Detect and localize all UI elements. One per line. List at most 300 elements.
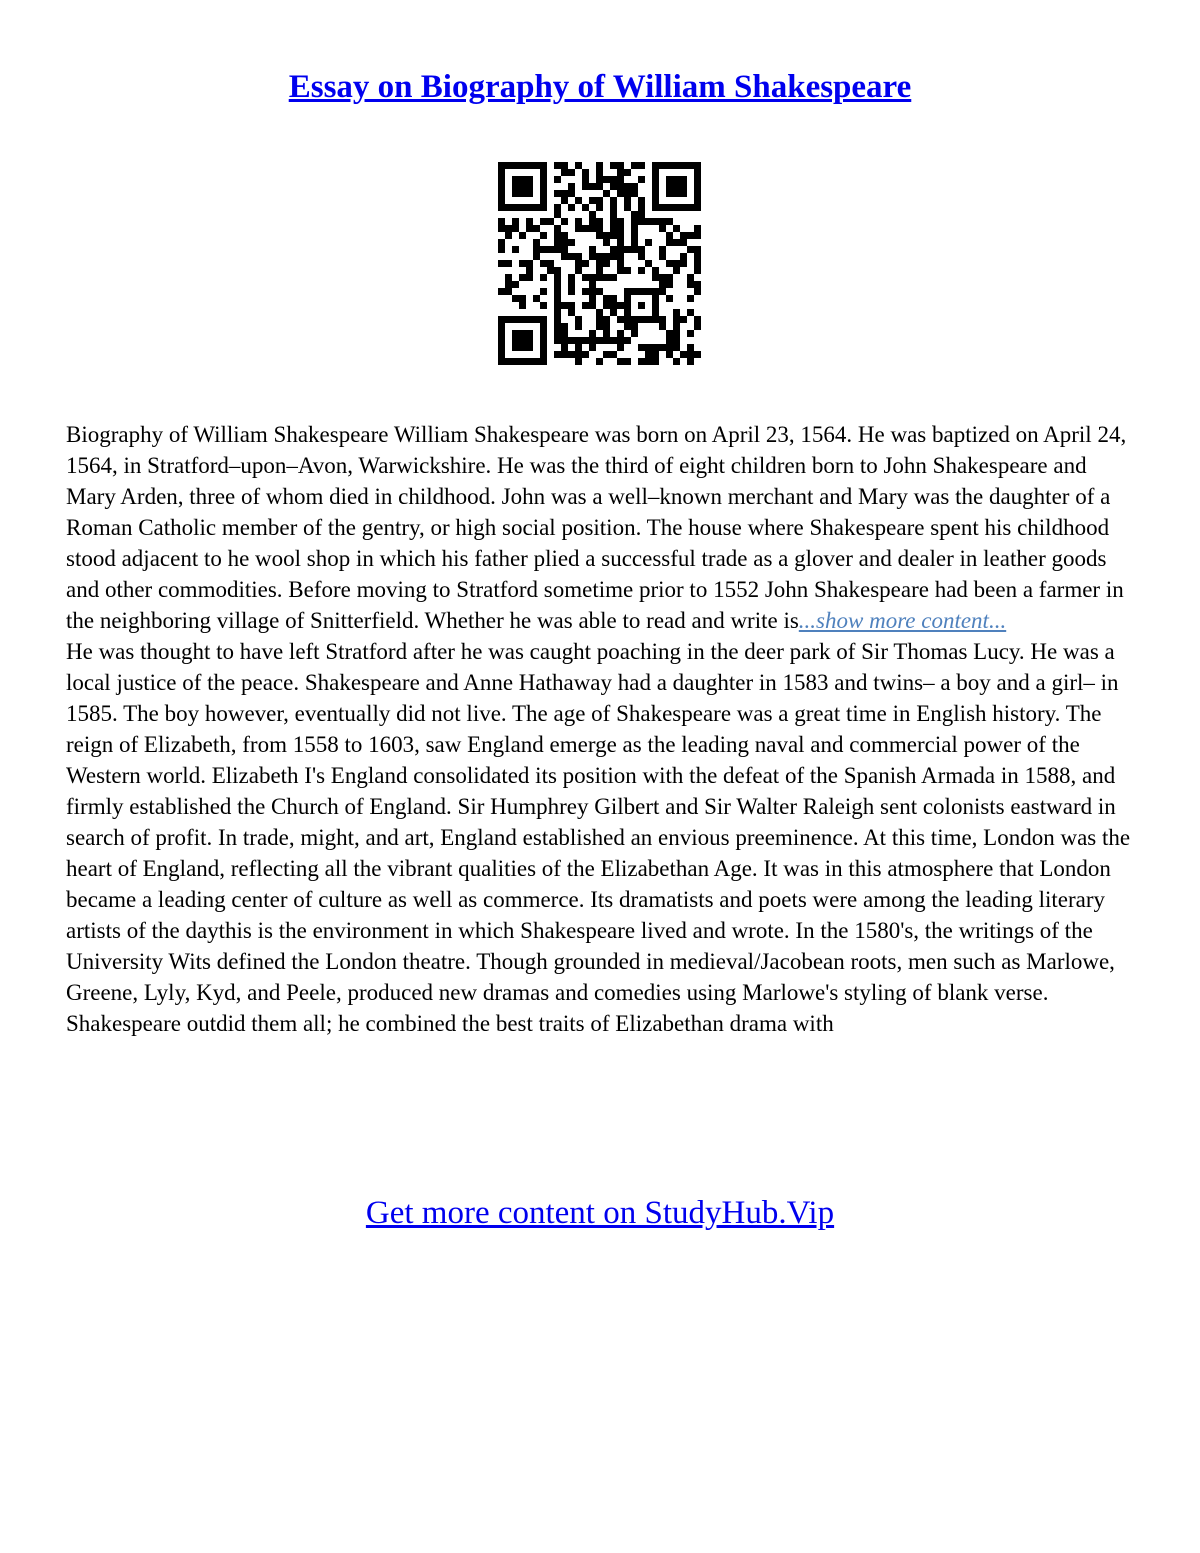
qr-module xyxy=(533,253,540,260)
qr-module xyxy=(673,309,680,316)
qr-module xyxy=(582,176,589,183)
qr-module xyxy=(624,358,631,365)
qr-module xyxy=(561,218,568,225)
qr-module xyxy=(540,260,547,267)
qr-module xyxy=(575,351,582,358)
qr-module xyxy=(554,225,561,232)
qr-module xyxy=(624,295,631,302)
qr-module xyxy=(512,225,519,232)
qr-module xyxy=(554,246,561,253)
qr-module xyxy=(666,183,673,190)
qr-module xyxy=(526,267,533,274)
qr-module xyxy=(694,288,701,295)
qr-module xyxy=(610,197,617,204)
qr-module xyxy=(519,162,526,169)
qr-module xyxy=(568,204,575,211)
qr-module xyxy=(666,218,673,225)
qr-module xyxy=(596,337,603,344)
qr-module xyxy=(631,232,638,239)
qr-module xyxy=(624,204,631,211)
qr-module xyxy=(617,239,624,246)
qr-module xyxy=(659,274,666,281)
qr-module xyxy=(694,232,701,239)
qr-module xyxy=(694,351,701,358)
qr-module xyxy=(554,176,561,183)
qr-module xyxy=(540,337,547,344)
qr-module xyxy=(540,344,547,351)
qr-module xyxy=(498,218,505,225)
qr-module xyxy=(498,246,505,253)
qr-module xyxy=(561,239,568,246)
qr-module xyxy=(575,218,582,225)
qr-module xyxy=(687,330,694,337)
qr-module xyxy=(533,225,540,232)
qr-module xyxy=(498,162,505,169)
qr-module xyxy=(519,183,526,190)
qr-module xyxy=(575,323,582,330)
qr-module xyxy=(589,330,596,337)
qr-module xyxy=(596,169,603,176)
qr-module xyxy=(512,176,519,183)
footer xyxy=(0,1192,1200,1234)
qr-module xyxy=(519,232,526,239)
qr-module xyxy=(610,183,617,190)
qr-module xyxy=(519,295,526,302)
qr-module xyxy=(617,225,624,232)
qr-module xyxy=(554,288,561,295)
qr-module xyxy=(554,302,561,309)
qr-module xyxy=(512,218,519,225)
qr-module xyxy=(666,337,673,344)
qr-module xyxy=(512,204,519,211)
qr-module xyxy=(589,218,596,225)
qr-module xyxy=(624,267,631,274)
qr-module xyxy=(568,239,575,246)
qr-module xyxy=(561,162,568,169)
qr-module xyxy=(568,169,575,176)
qr-module xyxy=(589,225,596,232)
qr-module xyxy=(498,316,505,323)
qr-module xyxy=(575,316,582,323)
qr-module xyxy=(512,344,519,351)
qr-module xyxy=(603,260,610,267)
qr-module xyxy=(638,162,645,169)
qr-module xyxy=(519,274,526,281)
qr-module xyxy=(659,218,666,225)
qr-module xyxy=(505,232,512,239)
qr-module xyxy=(498,288,505,295)
qr-module xyxy=(554,316,561,323)
qr-module xyxy=(561,323,568,330)
qr-module xyxy=(561,197,568,204)
qr-module xyxy=(582,337,589,344)
qr-module xyxy=(512,337,519,344)
qr-module xyxy=(547,246,554,253)
qr-module xyxy=(526,274,533,281)
qr-module xyxy=(505,316,512,323)
qr-module xyxy=(666,204,673,211)
qr-module xyxy=(512,330,519,337)
show-more-link[interactable]: ...show more content... xyxy=(798,608,1007,633)
qr-module xyxy=(624,288,631,295)
qr-module xyxy=(512,162,519,169)
qr-module xyxy=(652,344,659,351)
qr-module xyxy=(505,204,512,211)
qr-module xyxy=(554,239,561,246)
qr-module xyxy=(533,204,540,211)
qr-module xyxy=(631,190,638,197)
qr-module xyxy=(526,183,533,190)
qr-module xyxy=(582,225,589,232)
qr-module xyxy=(519,330,526,337)
qr-module xyxy=(505,225,512,232)
qr-module xyxy=(617,267,624,274)
qr-module xyxy=(687,281,694,288)
qr-module xyxy=(624,169,631,176)
qr-module xyxy=(554,162,561,169)
qr-module xyxy=(694,225,701,232)
qr-module xyxy=(519,204,526,211)
qr-module xyxy=(652,316,659,323)
qr-module xyxy=(498,330,505,337)
qr-module xyxy=(603,323,610,330)
qr-module xyxy=(617,232,624,239)
qr-module xyxy=(694,169,701,176)
qr-module xyxy=(561,253,568,260)
qr-module xyxy=(589,281,596,288)
qr-module xyxy=(596,260,603,267)
qr-module xyxy=(582,183,589,190)
qr-module xyxy=(575,358,582,365)
qr-module xyxy=(673,323,680,330)
qr-module xyxy=(610,225,617,232)
qr-module xyxy=(519,358,526,365)
qr-module xyxy=(638,344,645,351)
qr-module xyxy=(652,169,659,176)
qr-module xyxy=(680,260,687,267)
qr-module xyxy=(582,169,589,176)
qr-module xyxy=(638,176,645,183)
qr-module xyxy=(666,232,673,239)
qr-module xyxy=(680,190,687,197)
qr-module xyxy=(575,253,582,260)
qr-module xyxy=(596,358,603,365)
qr-module xyxy=(568,337,575,344)
qr-module xyxy=(519,302,526,309)
qr-module xyxy=(694,162,701,169)
qr-module xyxy=(519,337,526,344)
qr-module xyxy=(610,302,617,309)
qr-module xyxy=(554,351,561,358)
qr-module xyxy=(526,162,533,169)
qr-module xyxy=(694,253,701,260)
qr-module xyxy=(498,344,505,351)
qr-module xyxy=(617,337,624,344)
qr-module xyxy=(624,309,631,316)
qr-module xyxy=(638,358,645,365)
qr-code-icon xyxy=(498,162,701,365)
qr-module xyxy=(582,351,589,358)
qr-module xyxy=(610,204,617,211)
qr-module xyxy=(673,358,680,365)
qr-module xyxy=(603,351,610,358)
qr-module xyxy=(610,176,617,183)
qr-module xyxy=(519,344,526,351)
qr-module xyxy=(498,225,505,232)
qr-module xyxy=(638,204,645,211)
qr-module xyxy=(512,358,519,365)
qr-module xyxy=(568,288,575,295)
qr-module xyxy=(596,253,603,260)
qr-module xyxy=(540,302,547,309)
qr-module xyxy=(540,358,547,365)
qr-module xyxy=(603,302,610,309)
qr-module xyxy=(568,190,575,197)
qr-module xyxy=(659,253,666,260)
qr-module xyxy=(687,295,694,302)
qr-module xyxy=(498,337,505,344)
qr-module xyxy=(596,225,603,232)
qr-module xyxy=(624,323,631,330)
footer-link[interactable]: Get more content on StudyHub.Vip xyxy=(365,1195,835,1231)
qr-module xyxy=(498,323,505,330)
qr-module xyxy=(589,274,596,281)
qr-module xyxy=(575,344,582,351)
qr-module xyxy=(638,302,645,309)
qr-module xyxy=(512,190,519,197)
qr-module xyxy=(540,197,547,204)
qr-module xyxy=(603,295,610,302)
qr-module xyxy=(540,218,547,225)
qr-module xyxy=(666,351,673,358)
qr-module xyxy=(540,183,547,190)
qr-module xyxy=(512,183,519,190)
qr-module xyxy=(666,260,673,267)
qr-module xyxy=(638,267,645,274)
qr-module xyxy=(596,176,603,183)
qr-module xyxy=(533,358,540,365)
qr-module xyxy=(554,232,561,239)
qr-module xyxy=(680,204,687,211)
qr-module xyxy=(596,232,603,239)
qr-module xyxy=(659,162,666,169)
qr-module xyxy=(624,190,631,197)
qr-module xyxy=(540,232,547,239)
qr-module xyxy=(582,204,589,211)
qr-module xyxy=(554,323,561,330)
qr-module xyxy=(680,316,687,323)
qr-module xyxy=(561,351,568,358)
qr-module xyxy=(694,246,701,253)
qr-module xyxy=(617,183,624,190)
qr-module xyxy=(519,190,526,197)
qr-module xyxy=(526,337,533,344)
qr-module xyxy=(533,162,540,169)
qr-module xyxy=(652,197,659,204)
qr-module xyxy=(526,316,533,323)
qr-module xyxy=(631,162,638,169)
qr-module xyxy=(645,358,652,365)
qr-module xyxy=(498,197,505,204)
qr-module xyxy=(596,204,603,211)
qr-module xyxy=(666,162,673,169)
qr-module xyxy=(673,260,680,267)
qr-module xyxy=(631,239,638,246)
qr-module xyxy=(526,204,533,211)
qr-module xyxy=(687,162,694,169)
qr-module xyxy=(526,260,533,267)
qr-module xyxy=(652,176,659,183)
qr-module xyxy=(540,351,547,358)
qr-module xyxy=(638,218,645,225)
qr-module xyxy=(568,281,575,288)
qr-module xyxy=(589,253,596,260)
qr-module xyxy=(554,190,561,197)
qr-module xyxy=(512,246,519,253)
qr-module xyxy=(631,330,638,337)
qr-module xyxy=(631,323,638,330)
qr-module xyxy=(631,218,638,225)
qr-module xyxy=(540,330,547,337)
qr-module xyxy=(617,162,624,169)
qr-module xyxy=(645,260,652,267)
qr-module xyxy=(652,351,659,358)
qr-module xyxy=(589,246,596,253)
qr-module xyxy=(659,344,666,351)
qr-module xyxy=(526,218,533,225)
qr-module xyxy=(526,190,533,197)
qr-module xyxy=(617,330,624,337)
qr-module xyxy=(603,239,610,246)
qr-module xyxy=(673,316,680,323)
qr-module xyxy=(694,204,701,211)
qr-module xyxy=(519,260,526,267)
qr-module xyxy=(596,309,603,316)
qr-module xyxy=(673,162,680,169)
qr-module xyxy=(694,176,701,183)
qr-module xyxy=(645,316,652,323)
qr-module xyxy=(652,309,659,316)
qr-module xyxy=(512,281,519,288)
qr-module xyxy=(687,246,694,253)
paragraph-1-text: Biography of William Shakespeare William Shakespeare was born on April 23, 1564. He was baptized on April 24, 1564, in Stratford–upon–Avon, Warwickshire. He was the third of eight children born to John Shakespeare and Mary Arden, three of whom died in childhood. John was a well–known merchant and Mary was the daughter of a Roman Catholic member of the gentry, or high social position. The house where Shakespeare spent his childhood stood adjacent to he wool shop in which his father plied a successful trade as a glover and dealer in leather goods and other commodities. Before moving to Stratford sometime prior to 1552 John Shakespeare had been a farmer in the neighboring village of Snitterfield. Whether he was able to read and write is xyxy=(66,422,1127,633)
qr-module xyxy=(638,211,645,218)
qr-module xyxy=(638,253,645,260)
qr-module xyxy=(624,337,631,344)
qr-module xyxy=(575,197,582,204)
qr-module xyxy=(505,281,512,288)
qr-module xyxy=(589,288,596,295)
qr-module xyxy=(624,246,631,253)
qr-module xyxy=(540,288,547,295)
qr-module xyxy=(645,239,652,246)
qr-module xyxy=(610,218,617,225)
qr-module xyxy=(631,316,638,323)
qr-module xyxy=(666,239,673,246)
qr-module xyxy=(505,274,512,281)
qr-module xyxy=(561,337,568,344)
qr-module xyxy=(673,225,680,232)
qr-module xyxy=(631,211,638,218)
qr-module xyxy=(603,232,610,239)
title-link[interactable]: Essay on Biography of William Shakespeare xyxy=(288,69,912,105)
qr-module xyxy=(533,295,540,302)
qr-module xyxy=(568,183,575,190)
qr-module xyxy=(575,267,582,274)
qr-module xyxy=(575,162,582,169)
qr-module xyxy=(554,267,561,274)
qr-module xyxy=(617,316,624,323)
qr-module xyxy=(645,351,652,358)
qr-module xyxy=(568,309,575,316)
essay-paragraph-2: He was thought to have left Stratford after he was caught poaching in the deer park of Sir Thomas Lucy. He was a local justice of the peace. Shakespeare and Anne Hathaway had a daughter in 1583 and twins– a boy and a girl– in 1585. The boy however, eventually did not live. The age of Shakespeare was a great time in English history. The reign of Elizabeth, from 1558 to 1603, saw England emerge as the leading naval and commercial power of the Western world. Elizabeth I's England consolidated its position with the defeat of the Spanish Armada in 1588, and firmly established the Church of England. Sir Humphrey Gilbert and Sir Walter Raleigh sent colonists eastward in search of profit. In trade, might, and art, England established an envious preeminence. At this time, London was the heart of England, reflecting all the vibrant qualities of the Elizabethan Age. It was in this atmosphere that London became a leading center of culture as well as commerce. Its dramatists and poets were among the leading literary artists of the daythis is the environment in which Shakespeare lived and wrote. In the 1580's, the writings of the University Wits defined the London theatre. Though grounded in medieval/Jacobean roots, men such as Marlowe, Greene, Lyly, Kyd, and Peele, produced new dramas and comedies using Marlowe's styling of blank verse. Shakespeare outdid them all; he combined the best traits of Elizabethan drama with xyxy=(66,639,1131,1036)
qr-module xyxy=(666,281,673,288)
qr-module xyxy=(554,281,561,288)
qr-module xyxy=(617,169,624,176)
qr-module xyxy=(561,246,568,253)
qr-module xyxy=(589,344,596,351)
qr-module xyxy=(687,309,694,316)
qr-module xyxy=(680,232,687,239)
qr-module xyxy=(631,246,638,253)
qr-module xyxy=(652,190,659,197)
qr-module xyxy=(694,190,701,197)
qr-module xyxy=(596,288,603,295)
qr-module xyxy=(540,169,547,176)
qr-module xyxy=(498,176,505,183)
qr-module xyxy=(666,330,673,337)
qr-module xyxy=(610,232,617,239)
essay-paragraph-1 xyxy=(66,419,1136,636)
qr-module xyxy=(617,246,624,253)
qr-module xyxy=(582,274,589,281)
qr-module xyxy=(547,267,554,274)
qr-module xyxy=(526,330,533,337)
qr-module xyxy=(687,344,694,351)
qr-module xyxy=(694,323,701,330)
qr-module xyxy=(575,225,582,232)
qr-module xyxy=(638,246,645,253)
qr-module xyxy=(526,225,533,232)
qr-module xyxy=(603,316,610,323)
qr-module xyxy=(540,190,547,197)
qr-module xyxy=(498,239,505,246)
qr-module xyxy=(610,246,617,253)
qr-module xyxy=(589,295,596,302)
qr-module xyxy=(575,260,582,267)
qr-module xyxy=(596,323,603,330)
qr-module xyxy=(617,253,624,260)
qr-module xyxy=(694,267,701,274)
qr-module xyxy=(547,260,554,267)
qr-module xyxy=(554,337,561,344)
qr-module xyxy=(561,232,568,239)
qr-module xyxy=(617,190,624,197)
qr-module xyxy=(505,288,512,295)
qr-module xyxy=(624,183,631,190)
qr-module xyxy=(673,344,680,351)
qr-module xyxy=(687,274,694,281)
document-title xyxy=(0,66,1200,108)
qr-module xyxy=(596,183,603,190)
qr-module xyxy=(680,239,687,246)
qr-module xyxy=(596,197,603,204)
qr-module xyxy=(512,316,519,323)
qr-module xyxy=(498,204,505,211)
qr-module xyxy=(561,330,568,337)
qr-module xyxy=(498,351,505,358)
qr-module xyxy=(659,323,666,330)
